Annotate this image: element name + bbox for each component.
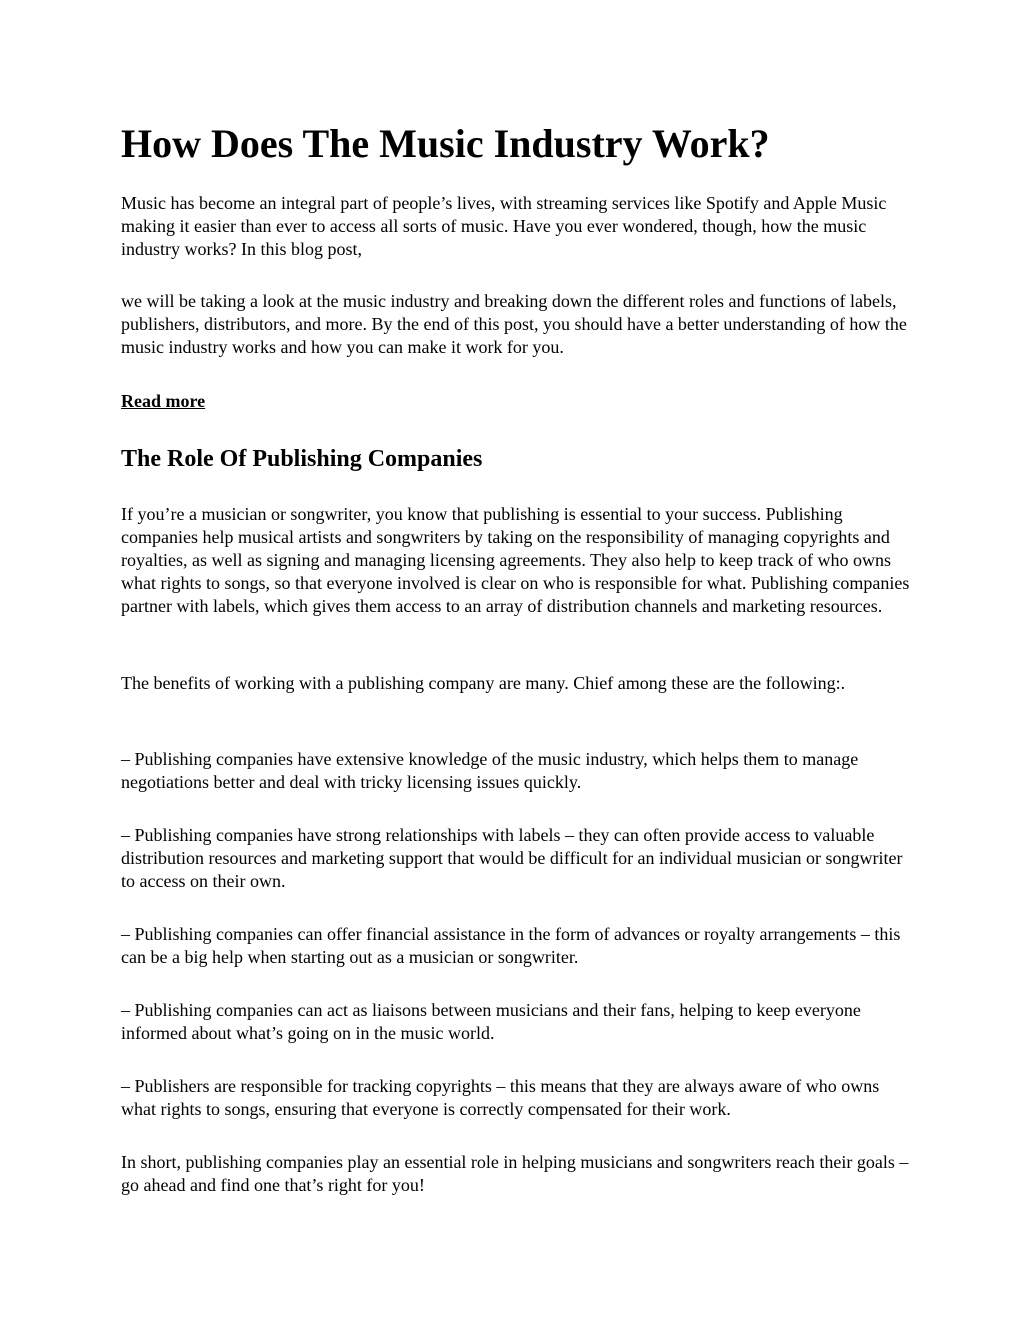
section-paragraph-1: If you’re a musician or songwriter, you know that publishing is essential to your success. Publishing companies help musical artists and songwriters by taking on the responsibility of managing copyrights and royalties, as well as signing and managing licensing agreements. They also help to keep track of who owns what rights to songs, so that everyone involved is clear on who is responsible for what. Publishing companies partner with labels, which gives them access to an array of distribution channels and marketing resources. <box>121 504 910 616</box>
section-heading: The Role Of Publishing Companies <box>121 446 483 472</box>
list-item: – Publishing companies have strong relationships with labels – they can often provide access to valuable distribution resources and marketing support that would be difficult for an individual musician or songwriter to access on their own. <box>121 825 903 891</box>
intro-paragraph-2: we will be taking a look at the music industry and breaking down the different roles and functions of labels, publishers, distributors, and more. By the end of this post, you should have a better understanding of how the music industry works and how you can make it work for you. <box>121 291 907 357</box>
intro-paragraph-1: Music has become an integral part of people’s lives, with streaming services like Spotify and Apple Music making it easier than ever to access all sorts of music. Have you ever wondered, though, how the music industry works? In this blog post, <box>121 193 887 259</box>
list-item: – Publishing companies can offer financial assistance in the form of advances or royalty arrangements – this can be a big help when starting out as a musician or songwriter. <box>121 924 901 967</box>
section-paragraph-2: The benefits of working with a publishing company are many. Chief among these are the following:. <box>121 673 846 693</box>
page-title: How Does The Music Industry Work? <box>121 121 770 166</box>
conclusion-paragraph: In short, publishing companies play an essential role in helping musicians and songwriters reach their goals – go ahead and find one that’s right for you! <box>121 1152 909 1195</box>
read-more-line <box>121 390 911 413</box>
list-item: – Publishing companies can act as liaisons between musicians and their fans, helping to keep everyone informed about what’s going on in the music world. <box>121 1000 861 1043</box>
list-item: – Publishing companies have extensive knowledge of the music industry, which helps them to manage negotiations better and deal with tricky licensing issues quickly. <box>121 749 859 792</box>
read-more-link[interactable]: Read more <box>121 391 206 411</box>
list-item: – Publishers are responsible for tracking copyrights – this means that they are always aware of who owns what rights to songs, ensuring that everyone is correctly compensated for their work. <box>121 1076 880 1119</box>
